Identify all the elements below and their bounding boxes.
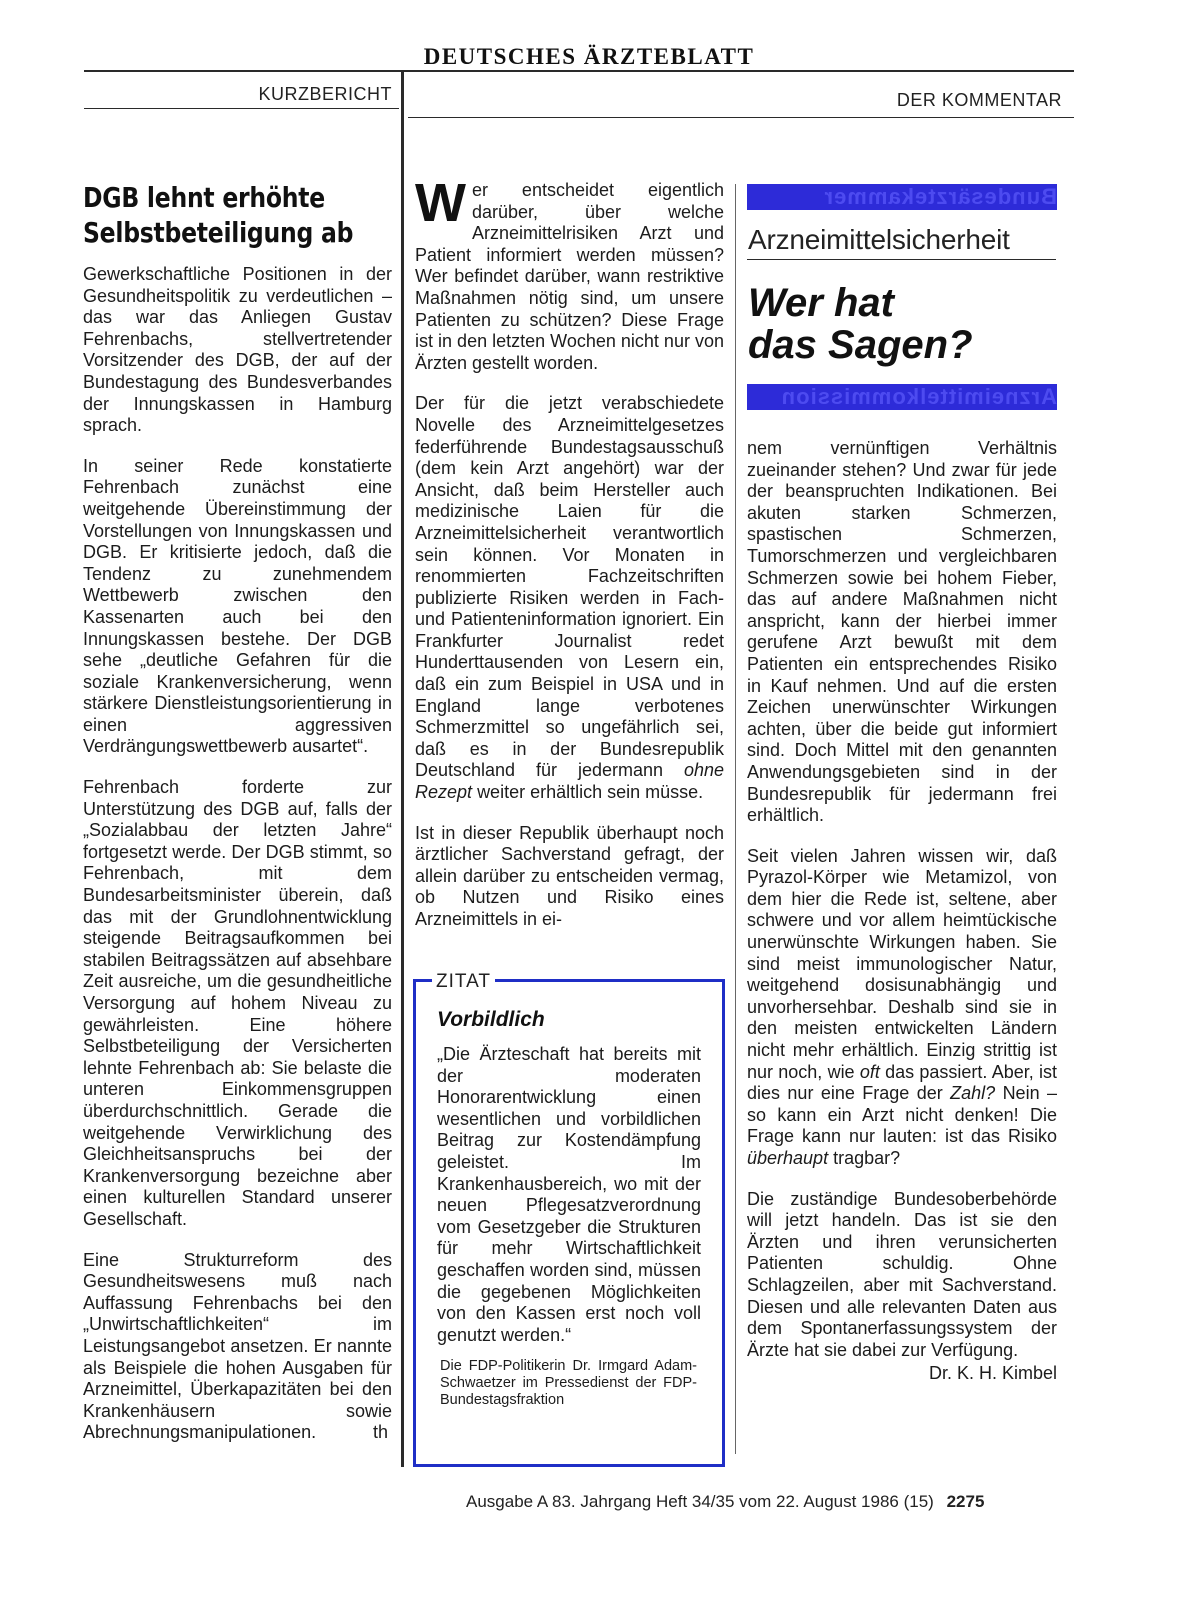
kommentar-author: Dr. K. H. Kimbel	[928, 1363, 1057, 1384]
kommentar-column-2	[747, 438, 1057, 1385]
kurzbericht-paragraph: In seiner Rede konstatierte Fehrenbach zunächst eine weitgehende Übereinstimmung der Vorstellungen von Innungskassen und DGB. Er kritisierte jedoch, daß die Tendenz zu zunehmendem Wettbewerb zwischen den Kassenarten auch bei den Innungskassen bestehe. Der DGB sehe „deutliche Gefahren für die soziale Krankenversicherung, wenn stärkere Dienstleistungsorientierung in einen aggressiven Verdrängungswettbewerb ausartet“.	[83, 455, 392, 757]
masthead-rule	[84, 70, 1074, 72]
blue-bar-bottom-text: Arzneimittelkommission	[780, 384, 1057, 409]
headline-line1: Wer hat	[748, 281, 894, 325]
zitat-label: ZITAT	[432, 971, 495, 993]
kommentar-paragraph: Ist in dieser Republik überhaupt noch ärztlicher Sachverstand gefragt, der allein darüber zu entscheiden vermag, ob Nutzen und Risiko eines Arzneimittels in ei-	[415, 822, 724, 929]
zitat-content	[437, 1008, 701, 1409]
kurzbericht-paragraph: Gewerkschaftliche Positionen in der Gesundheitspolitik zu verdeutlichen – das war das Anliegen Gustav Fehrenbachs, stellvertretender Vorsitzender des DGB, der auf der Bundestagung des Bundesverbandes der Innungskassen in Hamburg sprach.	[83, 264, 392, 436]
masthead: DEUTSCHES ÄRZTEBLATT	[423, 44, 755, 69]
emphasis: ohne Rezept	[415, 760, 724, 803]
section-rule-right	[408, 117, 1074, 118]
section-label-kommentar: DER KOMMENTAR	[896, 90, 1062, 110]
kommentar-paragraph	[415, 173, 724, 374]
kurzbericht-paragraph-text: Eine Strukturreform des Gesundheitswesens muß nach Auffassung Fehrenbachs bei den „Unwirtschaftlichkeiten“ im Leistungsangebot ansetzen. Er nannte als Beispiele die hohen Ausgaben für Arzneimittel, Überkapazitäten bei den Krankenhäusern sowie Abrechnungsmanipulationen.	[83, 1249, 392, 1443]
topic-rule	[747, 259, 1056, 260]
kommentar-paragraph: nem vernünftigen Verhältnis zueinander stehen? Und zwar für jede der beanspruchten Indikationen. Bei akuten starken Schmerzen, spastischen Schmerzen, Tumorschmerzen und vergleichbaren Schmerzen sowie bei hohem Fieber, das auf andere Maßnahmen nicht anspricht, kann der hierbei immer gerufene Arzt bewußt mit dem Patienten ein entsprechendes Risiko in Kauf nehmen. Und auf die ersten Zeichen unerwünschter Wirkungen achten, über die beide gut informiert sind. Doch Mittel mit den genannten Anwendungsgebieten sind in der Bundesrepublik für jedermann frei erhältlich.	[747, 438, 1057, 826]
kommentar-paragraph-text: er entscheidet eigentlich darüber, über welche Arzneimittelrisiken Arzt und Patient informiert werden müssen? Wer befindet darüber, wann restriktive Maßnahmen nötig sind, um unsere Patienten zu schützen? Diese Frage ist in den letzten Wochen nicht nur von Ärzten gestellt worden.	[415, 180, 724, 373]
page-number: 2275	[946, 1492, 985, 1511]
kurzbericht-paragraph	[83, 1250, 392, 1444]
kurzbericht-author: th	[372, 1422, 388, 1443]
kommentar-column-1	[415, 173, 724, 950]
emphasis: überhaupt	[747, 1148, 829, 1168]
section-label-kurzbericht: KURZBERICHT	[258, 84, 392, 104]
blue-bar-bottom	[747, 384, 1057, 410]
kommentar-paragraph	[415, 393, 724, 803]
kurzbericht-article	[83, 180, 392, 1444]
kommentar-paragraph: Die zuständige Bundesoberbehörde will jetzt handeln. Das ist sie den Ärzten und ihren verunsicherten Patienten schuldig. Ohne Schlagzeilen, aber mit Sachverstand. Diesen und alle relevanten Daten aus dem Spontanerfassungssystem der Ärzte hat sie dabei zur Verfügung.	[747, 1188, 1057, 1360]
dropcap: W	[415, 173, 466, 233]
footer-edition: Ausgabe A 83. Jahrgang Heft 34/35 vom 22. August 1986 (15)	[466, 1492, 934, 1511]
zitat-quote: „Die Ärzteschaft hat bereits mit der moderaten Honorarentwicklung einen wesentlichen und vorbildlichen Beitrag zur Kostendämpfung geleistet. Im Krankenhausbereich, wo mit der neuen Pflegesatzverordnung vom Gesetzgeber die Strukturen für mehr Wirtschaftlichkeit geschaffen worden sind, müssen die gegebenen Möglichkeiten von den Kassen erst noch voll genutzt werden.“	[437, 1044, 701, 1345]
footer	[466, 1492, 1058, 1512]
emphasis: oft	[859, 1061, 880, 1082]
zitat-source: Die FDP-Politikerin Dr. Irmgard Adam-Schwaetzer im Pressedienst der FDP-Bundestagsfraktion	[440, 1358, 697, 1409]
section-rule-left	[84, 108, 399, 109]
kurzbericht-title-line1: DGB lehnt erhöhte	[83, 181, 325, 214]
kommentar-paragraph-text: das passiert. Aber, ist dies nur eine Frage der	[747, 1061, 1057, 1104]
headline-line2: das Sagen?	[748, 323, 973, 367]
kommentar-paragraph-text: weiter erhältlich sein müsse.	[477, 782, 704, 803]
kommentar-topic: Arzneimittelsicherheit	[748, 224, 1010, 255]
kommentar-paragraph-text: Der für die jetzt verabschiedete Novelle des Arzneimittelgesetzes federführende Bundestagsausschuß (dem kein Arzt angehört) war der Ansicht, daß beim Hersteller auch medizinische Laien für die Arzneimittelsicherheit verantwortlich sein können. Vor Monaten in renommierten Fachzeitschriften publizierte Risiken werden in Fach- und Patienteninformation ignoriert. Ein Frankfurter Journalist redet Hunderttausenden von Lesern ein, daß ein zum Beispiel in USA und in England lange verbotenes Schmerzmittel so ungefährlich sei, daß es in der Bundesrepublik Deutschland für jedermann	[415, 393, 724, 781]
kommentar-divider	[735, 184, 736, 1454]
kommentar-paragraph-text: Nein – so kann ein Arzt nicht denken! Die Frage kann nur lauten: ist das Risiko	[747, 1083, 1057, 1147]
emphasis: Zahl?	[950, 1083, 996, 1104]
kurzbericht-title-line2: Selbstbeteiligung ab	[83, 216, 354, 249]
column-divider	[401, 72, 404, 1467]
zitat-headline: Vorbildlich	[437, 1008, 545, 1031]
kommentar-paragraph-text: tragbar?	[833, 1148, 901, 1168]
blue-bar-top-text: Bundesärztekammer	[823, 184, 1057, 209]
kurzbericht-paragraph: Fehrenbach forderte zur Unterstützung des DGB auf, falls der „Sozialabbau der letzten Jahre“ fortgesetzt werde. Der DGB stimmt, so Fehrenbach, mit dem Bundesarbeitsminister überein, daß das mit der Grundlohnentwicklung steigende Beitragsaufkommen bei stabilen Beitragssätzen auf absehbare Zeit ausreiche, um die gesundheitliche Versorgung auf hohem Niveau zu gewährleisten. Eine höhere Selbstbeteiligung der Versicherten lehnte Fehrenbach ab: Sie belaste die unteren Einkommensgruppen überdurchschnittlich. Gerade die weitgehende Verwirklichung des Gleichheitsanspruchs bei der Krankenversorgung bezeichne aber einen kulturellen Standard unserer Gesellschaft.	[83, 777, 392, 1229]
blue-bar-top	[747, 184, 1057, 210]
kommentar-paragraph	[747, 846, 1057, 1170]
kommentar-headline	[748, 282, 973, 366]
kommentar-paragraph-text: Seit vielen Jahren wissen wir, daß Pyrazol-Körper wie Metamizol, von dem hier die Rede ist, seltene, aber schwere und vor allem heimtückische unerwünschte Wirkungen haben. Sie sind meist immunologischer Natur, weitgehend dosisunabhängig und unvorhersehbar. Deshalb sind sie in den meisten entwickelten Ländern nicht mehr erhältlich. Einzig strittig ist nur noch, wie	[747, 845, 1057, 1082]
